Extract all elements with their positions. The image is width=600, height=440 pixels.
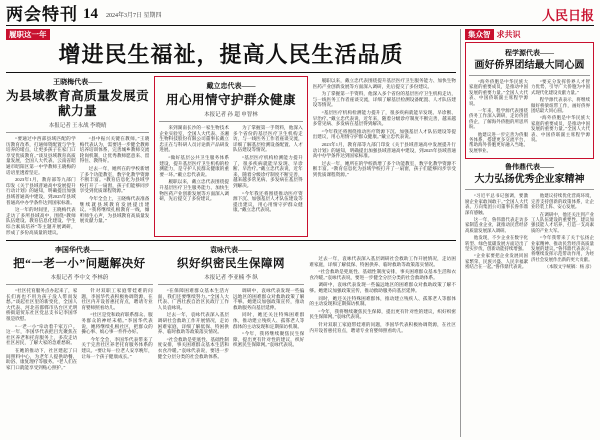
paragraph: 这一年，鲁伟鼎代表走访多家制造业企业，就推动民营经济高质量发展深入调研。 (465, 216, 528, 233)
paragraph: “社区托育服务点办起来了，家长们再也不用为孩子没人带而发愁。”谈起社区里的新变化，全国人大代表、河北省邯郸市丛台区光明桥街道贸东社区党总支书记李国华很是欣慰。 (6, 288, 78, 322)
paragraph: “基层医疗机构检测能力提升了，很多疾病就能早发现、早诊断、早治疗。”戴立忠代表说，近年来，随着分级诊疗制度不断完善，越来越多常见病、多发病在基层得到解决。 (312, 109, 456, 127)
paragraph: 今年全会，李国华代表带来了关于完善社区养老托育服务体系的建议。“要让每一位老人安享晚年，让每一个孩子健康成长。” (81, 336, 153, 359)
rail-body-columns (469, 79, 590, 155)
paragraph: 他建议进一步完善为侨服务体系，搭建更多交流平台，帮助海外侨胞更好融入当地、发展事业。 (469, 131, 528, 153)
rail-article-lu-weiding (465, 162, 594, 271)
rail-kicker: 程学源代表—— (505, 49, 554, 57)
paragraph: 来到湖南长沙的一家生物技术企业实验室，全国人大代表、圣湘生物科技股份有限公司董事长戴立忠正在与科研人员讨论新产品研发进展。 (159, 125, 229, 153)
article-body-col-1 (6, 288, 77, 372)
article-kicker: 李国华代表—— (54, 246, 104, 255)
rail-kicker: 鲁伟鼎代表—— (505, 163, 554, 172)
paragraph: 调研中，袁咏代表发现一些偏远地区的困难群众对救助政策了解不够。她建议加强政策宣传，推动救助服务向基层延伸。 (233, 288, 305, 310)
paragraph: 一年来，程学源代表围绕侨务工作深入调研，走访侨团侨企，了解海外侨胞的所思所盼。 (469, 108, 528, 130)
paragraph: 过去一年，她所在的学校新增了多个功能教室，数字化教学资源不断丰富。“教育信息化为县域学校打开了一扇窗，孩子们能够同步享受到优质课程资源。” (312, 160, 456, 177)
paragraph: 在她的推动下，社区建起了日间照料中心，为老年人提供助餐、助浴、康复理疗等服务。“老人们在家门口就能享受到贴心照护。” (6, 348, 78, 370)
paragraph: “社会救助是兜底性、基础性制度安排，事关困难群众基本生活和衣食冷暖。”袁咏代表说，要进一步健全分层分类的社会救助体系。 (309, 269, 457, 280)
masthead (6, 4, 594, 26)
article-right-column (313, 76, 456, 237)
paragraph: “海外侨胞是中华民族大家庭的重要成员，是推动中国发展的重要力量。”全国人大代表、中国侨联副主席程学源说。 (469, 79, 528, 106)
paragraph: “企业家要把企业发展同国家繁荣、民族兴盛、人民幸福紧密结合在一起。”鲁伟鼎代表说。 (465, 253, 528, 270)
paragraph: “在保障困难群众基本生活方面，我们还要继续努力。”全国人大代表、广西壮族自治区民政厅工作人员袁咏说。 (157, 288, 230, 310)
rail-rule (465, 189, 594, 190)
article-wang-xiaomei (6, 76, 149, 237)
rail-article-cheng-xueyuan (465, 42, 594, 159)
rail-body-col-2 (531, 79, 590, 155)
article-body-col-2 (80, 136, 150, 237)
paragraph: 同时，她还关注特殊困难群体，推动建立残疾人、孤寡老人等群体的主动发现和定期探访机制。 (309, 295, 457, 307)
paragraph: “县中振兴关键在教师。”王晓梅代表认为，需要进一步健全教师培养培训体系，完善城乡教师交流轮岗机制，让优秀教师愿意来、留得住、教得好。 (79, 136, 150, 164)
paragraph: “社区是党和政府联系群众、服务群众的神经末梢。”李国华代表说，她将继续扎根社区，把群众的操心事、烦心事一件件办好。 (81, 312, 153, 335)
paragraph: 今年全会上，王晓梅代表准备继续就县域教育发展提出建议。“我将继续扎根教育一线，倾听师生心声，为县域教育高质量发展贡献力量。” (79, 195, 150, 224)
paragraph: 2023年1月，教育部等九部门印发《关于县域普通高中发展提升行动计划》的通知，明确提出加强县域普通高中建设，到2025年县域普通高中办学条件达到国家标准。 (312, 141, 456, 159)
paragraph: 过去一年，袁咏代表深入基层调研社会救助工作开展情况，走访困难家庭，详细了解低保、特困供养、临时救助等政策落实情况。 (157, 312, 230, 335)
paragraph: “做好基层公共卫生服务体系建设，提升基层医疗卫生机构的检测能力，是守护人民群众健康的重要一环。”戴立忠代表说。 (159, 154, 229, 177)
paragraph: 为了掌握第一手资料，他深入多个省份的基层医疗卫生机构走访，与一线医务工作者座谈交流，详细了解基层检测设备配置、人才队伍建设等情况。 (312, 91, 456, 108)
page-body (6, 29, 594, 437)
paragraph: 针对双职工家庭带娃难的问题，李国华代表积极协调资源，在社区内开设普惠托育点，聘请专业育婴师照看幼儿。 (309, 322, 457, 333)
paragraph: “今年我还将围绕推动医疗资源下沉、加强基层人才队伍建设等提出建议，用心用情守护群众健康。”戴立忠代表说。 (312, 128, 456, 140)
masthead-title: 两会特刊 (6, 5, 78, 24)
spill-body (313, 76, 456, 180)
paragraph: “要通过中西部县域匹配的学历教育改革，打通师资配置与学生培养的堵点，让更多孩子在家门口享受优质教育。”谈及县域教育高质量发展，全国人大代表、云南省昭通市昭阳区第一中学教师王晓梅的话语里透着坚定。 (6, 136, 76, 175)
rail-title: 大力弘扬优秀企业家精神 (474, 174, 585, 186)
article-body-columns (6, 136, 149, 237)
paragraph: 他建议持续优化营商环境，完善支持创新的政策体系，让企业轻装上阵、安心发展。 (531, 193, 594, 210)
article-body-col-1 (6, 136, 76, 237)
article-byline: 本报记者 王永战 李晓晴 (48, 123, 107, 129)
paragraph: 针对双职工家庭带娃难的问题，李国华代表积极协调资源，在社区内开设普惠托育点，聘请专业育婴师照看幼儿。 (81, 288, 153, 310)
article-kicker: 袁咏代表—— (210, 246, 252, 255)
paragraph: 程学源代表表示，将继续做好桥梁纽带工作，画好侨界团结最大同心圆。 (531, 97, 590, 114)
article-body-columns (158, 288, 305, 361)
main-headline: 增进民生福祉，提高人民生活品质 (58, 42, 404, 67)
article-rule (158, 284, 305, 285)
section-tag-left: 履职这一年 (6, 29, 50, 40)
top-article-row (6, 76, 456, 237)
article-title: 把“一老一小”问题解决好 (13, 258, 146, 271)
article-dai-lizhong (154, 76, 307, 237)
article-body-col-2 (233, 288, 304, 361)
article-title: 织好织密民生保障网 (177, 258, 285, 271)
paragraph: “一老一小”牵动着千家万户。这一年，李国华代表把目光聚焦在社区养老和托育服务上，多次走访社区居民，了解大家的急难愁盼。 (6, 323, 78, 346)
article-body-col-2 (233, 125, 303, 215)
rail-body-columns (465, 193, 594, 271)
article-rule (159, 121, 302, 122)
article-byline: 本报记者 孙 超 申智林 (204, 112, 258, 118)
article-rule (6, 132, 149, 133)
article-body-columns (6, 288, 153, 372)
right-zone (461, 29, 594, 437)
paragraph: “今年，我将继续聚焦民生保障，提出更有针对性的建议，织好织密民生保障网。”袁咏代表说。 (309, 308, 457, 320)
masthead-date: 2024年3月7日 星期四 (106, 13, 162, 19)
article-kicker: 王晓梅代表—— (53, 78, 103, 86)
article-byline: 本报记者 李中文 李林蔚 (50, 275, 109, 282)
article-yuan-yong (158, 244, 305, 372)
left-section-header (6, 29, 456, 40)
rail-body-col-1 (469, 79, 528, 155)
paragraph: 他发现，不少企业在数字化转型、绿色低碳发展方面迈出了坚实步伐，创新动能持续增强。 (465, 235, 528, 251)
paragraph: 为了掌握第一手资料，他深入多个省份的基层医疗卫生机构走访，与一线医务工作者座谈交流，详细了解基层检测设备配置、人才队伍建设等情况。 (233, 125, 303, 153)
paragraph: “要充分发挥侨界人才智力优势，引导广大侨胞为中国式现代化建设贡献力量。” (531, 79, 590, 95)
paragraph: “习近平总书记强调，要激励企业家敢闯敢干。”全国人大代表、万向集团公司董事长鲁伟鼎深有感触。 (465, 193, 528, 215)
article-body-col-1 (158, 288, 229, 361)
article-body-col-1 (159, 125, 229, 215)
paragraph: 过去一年，她所在的学校新增了多个功能教室，数字化教学资源不断丰富。“教育信息化为县域学校打开了一扇窗，孩子们能够同步享受到优质课程资源。” (79, 165, 150, 194)
left-zone (6, 29, 461, 437)
paragraph: 过去一年，袁咏代表深入基层调研社会救助工作开展情况，走访困难家庭，详细了解低保、特困供养、临时救助等政策落实情况。 (309, 256, 457, 267)
paragraph: “今年我带来了关于弘扬企业家精神、推动民营经济高质量发展的建议。”鲁伟鼎代表表示，将继续发挥示范带动作用，为经济社会发展作出新的更大贡献。 (531, 235, 594, 262)
rail-footer: （本版文字统稿：杨 彦） (544, 264, 594, 270)
paragraph: 同时，她还关注特殊困难群体，推动建立残疾人、孤寡老人等群体的主动发现和定期探访机制。 (233, 312, 305, 329)
paragraph: “海外侨胞是中华民族大家庭的重要成员，是推动中国发展的重要力量。”全国人大代表、中国侨联副主席程学源说。 (531, 115, 590, 143)
article-li-guohua (6, 244, 153, 372)
publication-logo: 人民日报 (541, 8, 594, 23)
right-section-header (465, 29, 594, 40)
bottom-article-row (6, 244, 456, 372)
mid-rule (6, 240, 456, 241)
rail-body-col-2 (531, 193, 594, 271)
article-body-col-2 (81, 288, 152, 372)
section-tag-right: 集众智 (465, 29, 494, 40)
paragraph: “社会救助是兜底性、基础性制度安排，事关困难群众基本生活和衣食冷暖。”袁咏代表说，要进一步健全分层分类的社会救助体系。 (157, 336, 230, 359)
paragraph: 履职以来，戴立忠代表围绕提升基层医疗卫生服务能力、加快生物医药产业创新发展等方面深入调研，先后提交了多份建议。 (312, 78, 456, 89)
article-title: 为县域教育高质量发展贡献力量 (6, 89, 150, 118)
paragraph: “基层医疗机构检测能力提升了，很多疾病就能早发现、早诊断、早治疗。”戴立忠代表说，近年来，随着分级诊疗制度不断完善，越来越多常见病、多发病在基层得到解决。 (233, 154, 303, 188)
bottom-right-column (309, 244, 456, 372)
article-body-columns (159, 125, 302, 215)
masthead-page-number: 14 (83, 6, 98, 22)
paragraph: “今年，我将继续聚焦民生保障，提出更有针对性的建议，织好织密民生保障网。”袁咏代表说。 (233, 331, 305, 348)
rail-title: 画好侨界团结最大同心圆 (474, 60, 585, 71)
headline-rule (6, 72, 456, 73)
rail-rule (469, 75, 590, 76)
paragraph: 履职以来，戴立忠代表围绕提升基层医疗卫生服务能力、加快生物医药产业创新发展等方面深入调研，先后提交了多份建议。 (159, 179, 229, 202)
article-byline: 本报记者 李亚楠 李 纵 (204, 275, 258, 282)
paragraph: 2023年1月，教育部等九部门印发《关于县域普通高中发展提升行动计划》的通知，明确提出加强县域普通高中建设，到2025年县域普通高中办学条件达到国家标准。 (6, 177, 76, 205)
paragraph: 在调研中，他还关注到产业工人队伍建设的重要性，建议加强技能人才培养，打造一支高素质的产业大军。 (531, 211, 594, 233)
rail-body-col-1 (465, 193, 528, 271)
paragraph: 调研中，袁咏代表发现一些偏远地区的困难群众对救助政策了解不够。她建议加强政策宣传，推动救助服务向基层延伸。 (309, 282, 457, 294)
article-title: 用心用情守护群众健康 (165, 93, 296, 107)
article-kicker: 戴立忠代表—— (206, 82, 256, 90)
paragraph: 这一年的时间里，王晓梅代表走访了多所县域高中，围绕“教师队伍建设、教育信息化建设、学生综合素质培养”等主题开展调研，形成了多份高质量的建议。 (6, 207, 76, 235)
article-rule (6, 284, 153, 285)
paragraph: “今年我还将围绕推动医疗资源下沉、加强基层人才队伍建设等提出建议，用心用情守护群众健康。”戴立忠代表说。 (233, 190, 303, 213)
section-tag-right-text: 求共识 (496, 30, 521, 39)
spill-body (309, 244, 456, 335)
